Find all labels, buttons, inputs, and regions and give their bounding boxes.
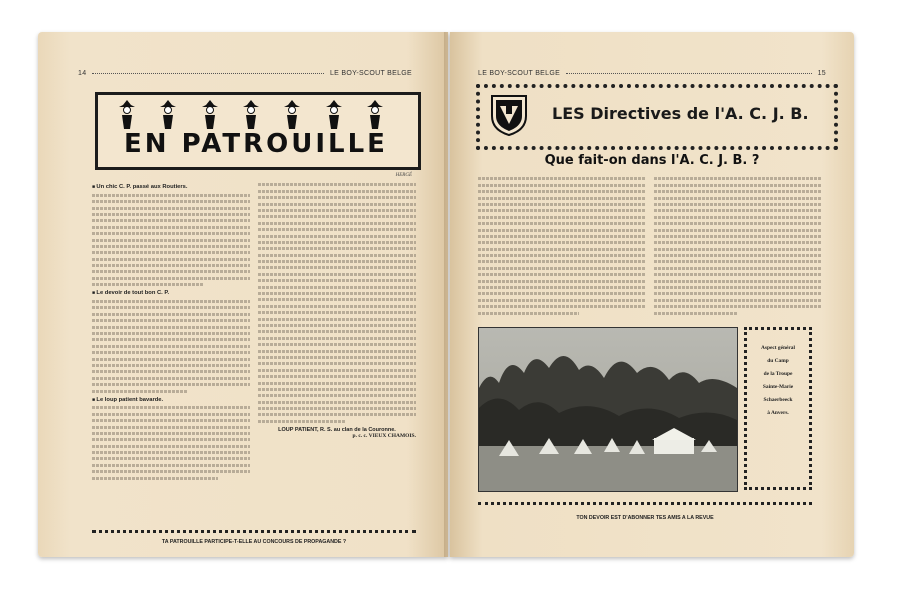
magazine-spread	[38, 32, 862, 562]
article-signature: LOUP PATIENT, R. S. au clan de la Couronne.	[278, 426, 396, 433]
left-header-text: LE BOY-SCOUT BELGE	[329, 70, 412, 77]
left-page-number: 14	[78, 70, 87, 77]
article-subheading: Que fait-on dans l'A. C. J. B. ?	[544, 153, 760, 168]
en-patrouille-banner	[95, 92, 421, 178]
scout-figure-icon	[323, 99, 345, 129]
photo-caption-box	[744, 327, 812, 490]
right-footer-rule	[478, 502, 812, 505]
camp-photograph	[478, 327, 738, 492]
right-page	[450, 32, 854, 557]
caption-line: Schaerbeeck	[763, 397, 793, 403]
section-heading: ■ Le devoir de tout bon C. P.	[92, 290, 250, 296]
banner-title: EN PATROUILLE	[124, 129, 388, 159]
article-signature-2: p. c. c. VIEUX CHAMOIS.	[352, 433, 416, 440]
caption-line: de la Troupe	[763, 371, 793, 377]
scout-figure-icon	[281, 99, 303, 129]
caption-line: Sainte-Marie	[762, 384, 794, 390]
camp-scene-image	[479, 328, 737, 491]
directives-header-box	[476, 84, 838, 150]
left-footer-rule	[92, 530, 416, 533]
right-column-1	[478, 174, 646, 318]
caption-line: à Anvers.	[767, 410, 789, 416]
scout-figure-icon	[199, 99, 221, 129]
caption-line: Aspect général	[761, 345, 795, 351]
right-header-text: LE BOY-SCOUT BELGE	[478, 70, 561, 77]
right-running-header	[478, 70, 826, 77]
section-heading: ■ Le loup patient bavarde.	[92, 397, 250, 403]
right-footer: TON DEVOIR EST D'ABONNER TES AMIS A LA REVUE	[576, 515, 714, 521]
left-column-2	[258, 180, 416, 440]
caption-line: du Camp	[767, 358, 789, 364]
scout-figure-icon	[364, 99, 386, 129]
directives-title: LES Directives de l'A. C. J. B.	[552, 104, 809, 123]
right-page-number: 15	[817, 70, 826, 77]
left-footer: TA PATROUILLE PARTICIPE-T-ELLE AU CONCOURS DE PROPAGANDE ?	[161, 539, 347, 545]
scout-figure-icon	[157, 99, 179, 129]
artist-signature: HERGÉ	[395, 173, 412, 178]
left-running-header	[78, 70, 412, 77]
section-heading: ■ Un chic C. P. passé aux Routiers.	[92, 184, 250, 190]
left-column-1	[92, 180, 250, 483]
scout-figures-illustration	[116, 99, 386, 129]
acjb-crest-icon	[490, 94, 528, 136]
scout-figure-icon	[116, 99, 138, 129]
left-page	[38, 32, 448, 557]
right-column-2	[654, 174, 822, 318]
scout-figure-icon	[240, 99, 262, 129]
